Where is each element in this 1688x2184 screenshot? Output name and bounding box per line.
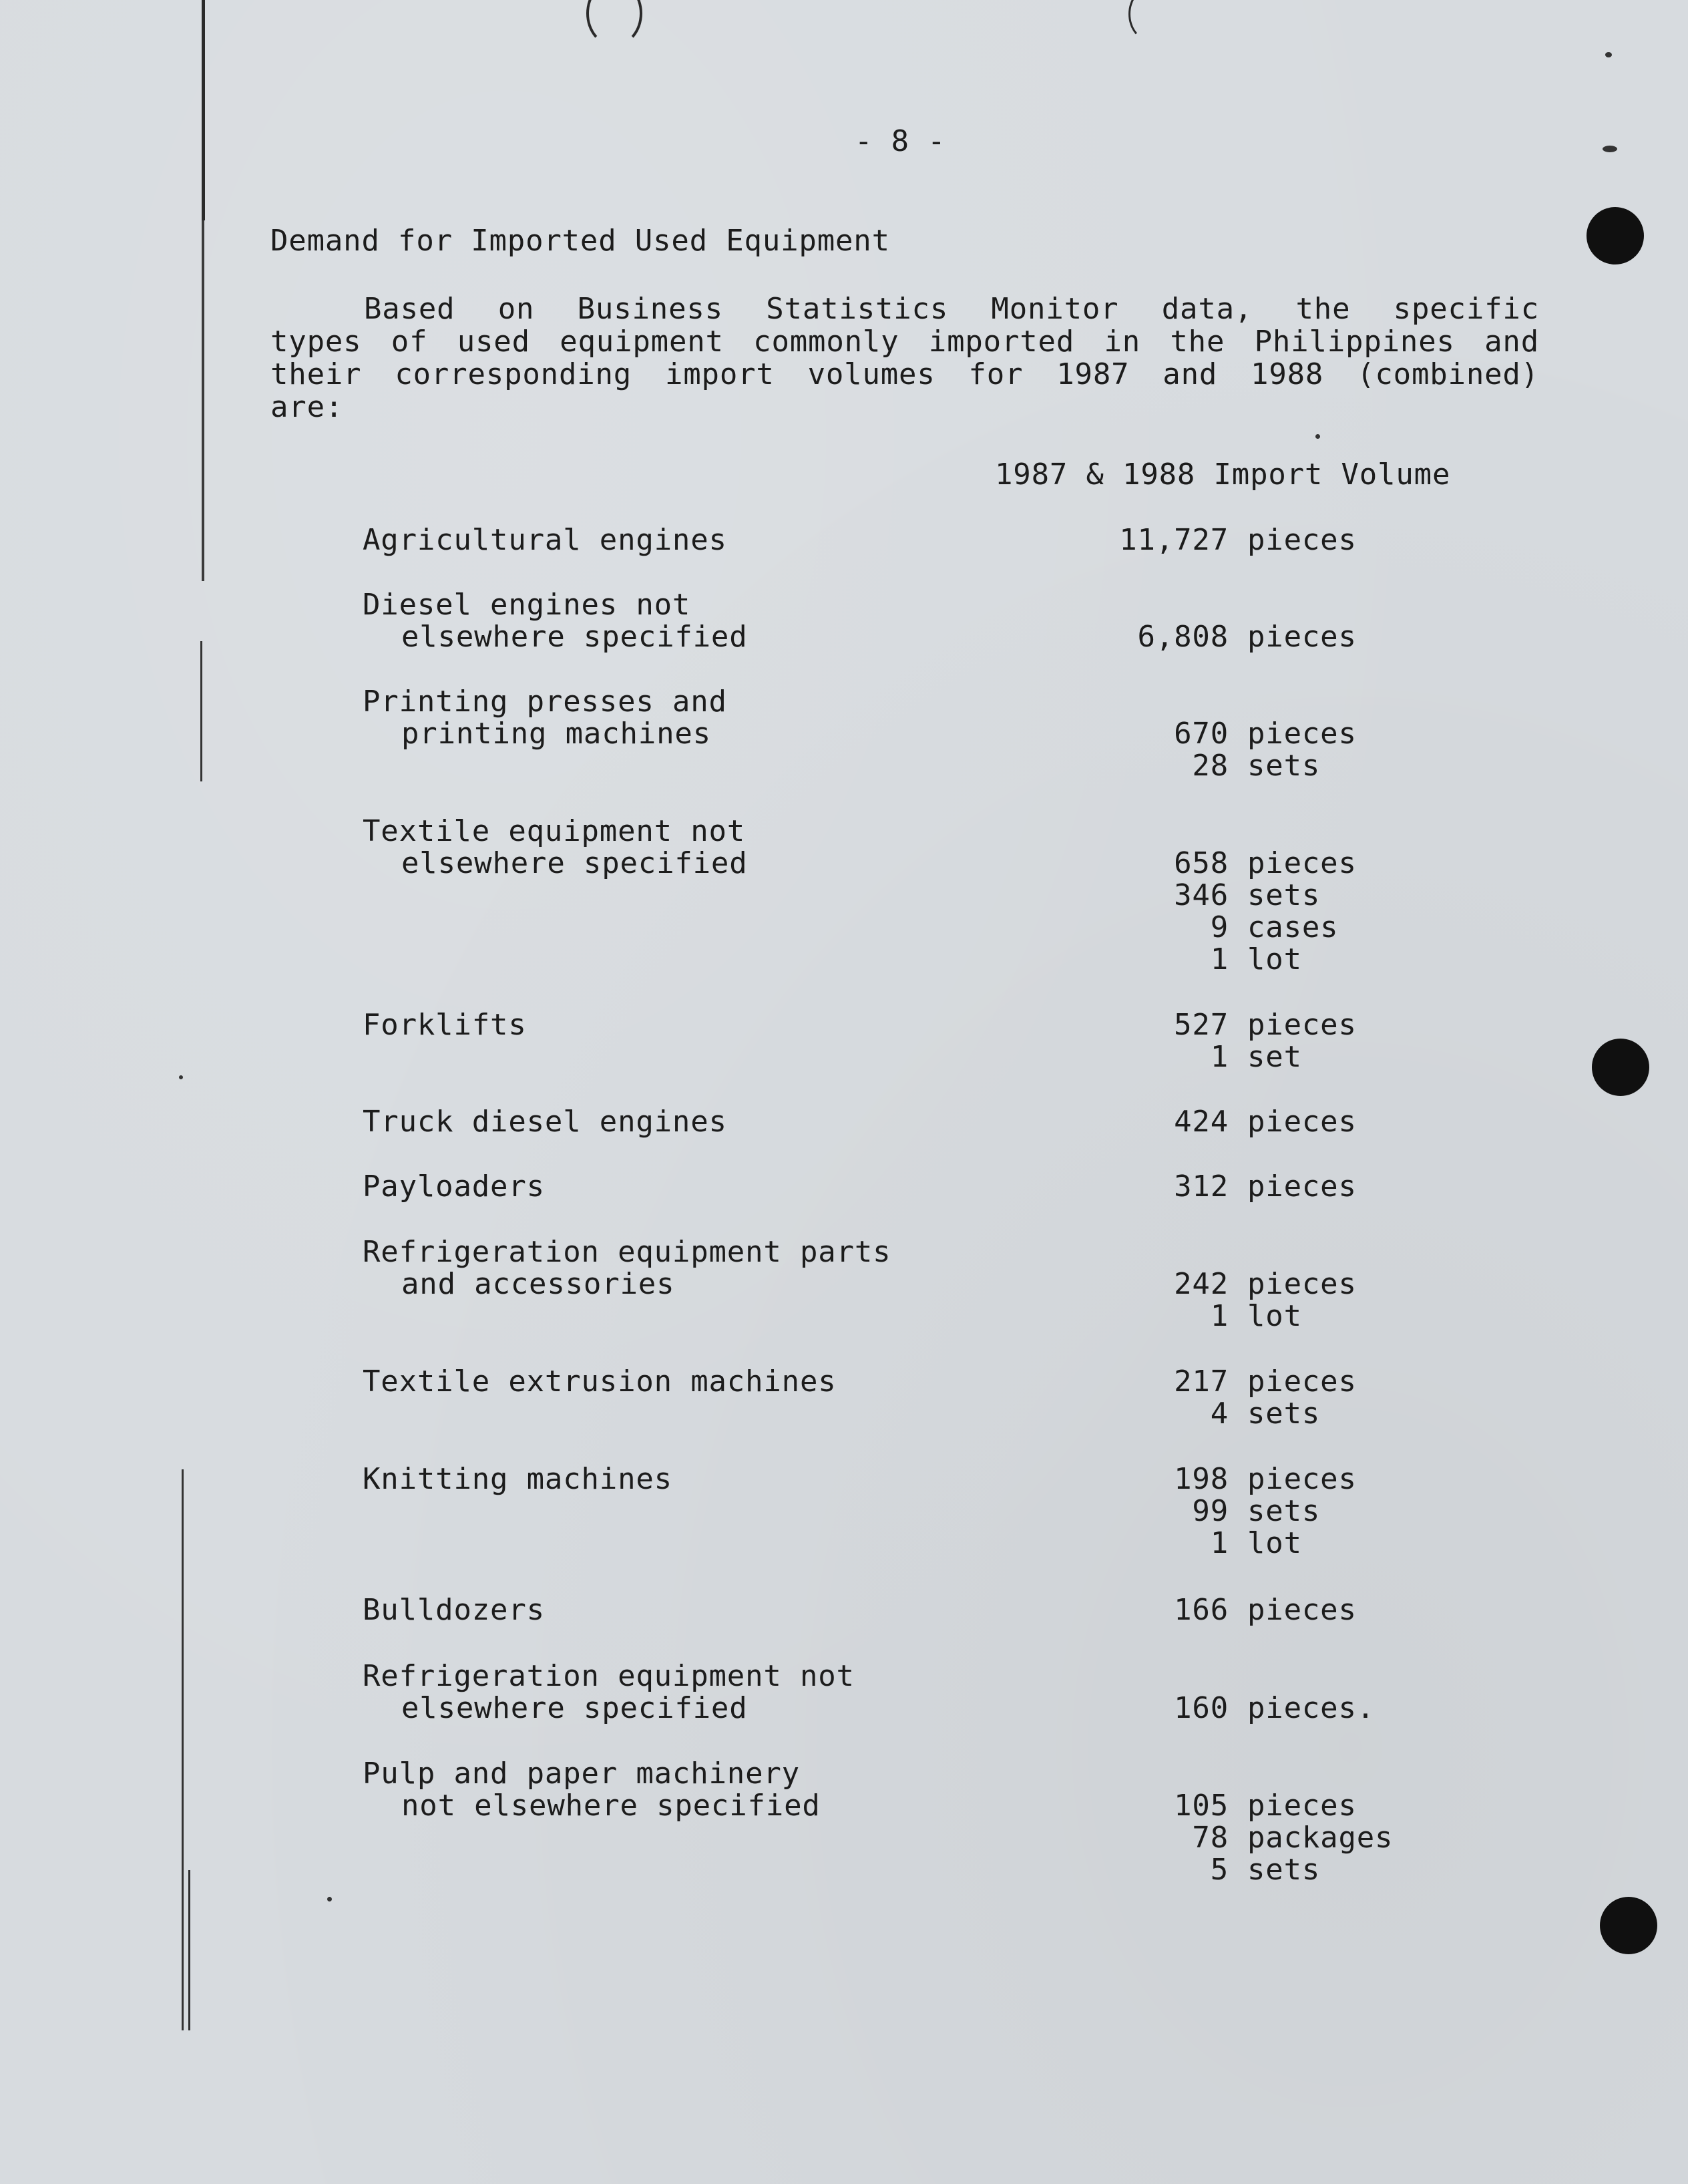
quantity-row — [1068, 880, 1442, 912]
equipment-name-line: elsewhere specified — [401, 1691, 748, 1725]
quantity-unit: pieces — [1247, 846, 1357, 880]
quantity-unit: sets — [1247, 1397, 1321, 1431]
equipment-name-line: Truck diesel engines — [363, 1105, 727, 1139]
margin-line — [202, 220, 204, 581]
equipment-name-line: Bulldozers — [363, 1593, 545, 1627]
equipment-name-line: Diesel engines not — [363, 588, 691, 622]
import-volume — [1068, 1171, 1442, 1203]
punch-hole — [1600, 1897, 1657, 1954]
quantity-number: 217 — [1174, 1364, 1229, 1399]
quantity-number: 1 — [1210, 1526, 1229, 1560]
quantity-row — [1068, 621, 1442, 653]
import-volume — [1068, 1790, 1442, 1886]
import-volume — [1068, 524, 1442, 556]
import-volume — [1068, 718, 1442, 782]
quantity-row — [1068, 1495, 1442, 1527]
quantity-unit: pieces — [1247, 1593, 1357, 1627]
equipment-name-line: elsewhere specified — [401, 846, 748, 880]
intro-line: their corresponding import volumes for 1987 and 1988 (combined) — [270, 357, 1539, 391]
quantity-number: 198 — [1174, 1462, 1229, 1496]
import-volume — [1068, 1463, 1442, 1560]
quantity-number: 312 — [1174, 1169, 1229, 1204]
equipment-name — [363, 1594, 545, 1626]
quantity-unit: pieces — [1247, 1169, 1357, 1204]
import-volume — [1068, 1106, 1442, 1138]
margin-line — [182, 1469, 184, 2030]
quantity-unit: sets — [1247, 749, 1321, 783]
quantity-number: 527 — [1174, 1008, 1229, 1042]
equipment-name-line: Knitting machines — [363, 1462, 672, 1496]
column-header: 1987 & 1988 Import Volume — [995, 458, 1451, 492]
scan-speck — [327, 1897, 332, 1901]
equipment-name — [363, 1171, 545, 1203]
quantity-number: 1 — [1210, 1299, 1229, 1333]
quantity-row — [1068, 1106, 1442, 1138]
quantity-row — [1068, 718, 1442, 750]
equipment-name — [363, 686, 727, 750]
import-volume — [1068, 848, 1442, 976]
quantity-row — [1068, 1398, 1442, 1430]
quantity-number: 1 — [1210, 1040, 1229, 1074]
quantity-row — [1068, 848, 1442, 880]
equipment-name — [363, 1106, 727, 1138]
import-volume — [1068, 621, 1442, 653]
quantity-number: 11,727 — [1119, 523, 1229, 557]
equipment-name — [363, 1758, 821, 1822]
equipment-name-line: Textile equipment not — [363, 814, 746, 848]
quantity-number: 424 — [1174, 1105, 1229, 1139]
quantity-row — [1068, 1268, 1442, 1300]
section-heading: Demand for Imported Used Equipment — [270, 224, 890, 258]
quantity-row — [1068, 1594, 1442, 1626]
scan-speck — [1605, 52, 1612, 57]
quantity-unit: pieces — [1247, 1008, 1357, 1042]
import-volume — [1068, 1366, 1442, 1430]
quantity-row — [1068, 1854, 1442, 1886]
quantity-row — [1068, 1463, 1442, 1495]
quantity-row — [1068, 750, 1442, 782]
quantity-number: 166 — [1174, 1593, 1229, 1627]
quantity-number: 28 — [1192, 749, 1229, 783]
quantity-number: 4 — [1210, 1397, 1229, 1431]
margin-line — [188, 1870, 190, 2030]
margin-line — [200, 641, 202, 781]
import-volume — [1068, 1009, 1442, 1073]
quantity-unit: pieces — [1247, 717, 1357, 751]
quantity-row — [1068, 944, 1442, 976]
quantity-unit: pieces — [1247, 1364, 1357, 1399]
quantity-unit: pieces — [1247, 1105, 1357, 1139]
equipment-name-line: Forklifts — [363, 1008, 527, 1042]
quantity-row — [1068, 1692, 1442, 1724]
equipment-name — [363, 1660, 855, 1724]
quantity-number: 78 — [1192, 1821, 1229, 1855]
quantity-row — [1068, 1041, 1442, 1073]
quantity-row — [1068, 1822, 1442, 1854]
quantity-unit: pieces — [1247, 523, 1357, 557]
margin-line — [202, 0, 205, 220]
quantity-row — [1068, 1300, 1442, 1332]
equipment-name-line: not elsewhere specified — [401, 1789, 821, 1823]
punch-hole — [1587, 207, 1644, 264]
quantity-unit: pieces — [1247, 620, 1357, 654]
equipment-name — [363, 1236, 891, 1300]
quantity-unit: sets — [1247, 878, 1321, 912]
quantity-number: 658 — [1174, 846, 1229, 880]
equipment-name — [363, 524, 727, 556]
equipment-name-line: printing machines — [401, 717, 711, 751]
equipment-name-line: Payloaders — [363, 1169, 545, 1204]
quantity-number: 1 — [1210, 942, 1229, 976]
equipment-name — [363, 589, 748, 653]
scan-speck — [1603, 146, 1617, 152]
quantity-row — [1068, 1009, 1442, 1041]
equipment-name — [363, 815, 748, 880]
page-number: - 8 - — [855, 124, 946, 158]
intro-line: are: — [270, 390, 344, 424]
intro-line: types of used equipment commonly imported in the Philippines and — [270, 325, 1539, 359]
quantity-row — [1068, 524, 1442, 556]
quantity-number: 346 — [1174, 878, 1229, 912]
equipment-name-line: Agricultural engines — [363, 523, 727, 557]
punch-hole — [1592, 1039, 1649, 1096]
quantity-unit: cases — [1247, 910, 1339, 944]
equipment-name-line: Refrigeration equipment not — [363, 1659, 855, 1693]
quantity-unit: packages — [1247, 1821, 1394, 1855]
import-volume — [1068, 1594, 1442, 1626]
quantity-number: 105 — [1174, 1789, 1229, 1823]
equipment-name — [363, 1009, 527, 1041]
binder-ring-mark — [586, 0, 642, 47]
quantity-unit: sets — [1247, 1853, 1321, 1887]
quantity-unit: pieces — [1247, 1789, 1357, 1823]
quantity-number: 5 — [1210, 1853, 1229, 1887]
quantity-unit: lot — [1247, 1526, 1302, 1560]
quantity-row — [1068, 1366, 1442, 1398]
import-volume — [1068, 1692, 1442, 1724]
quantity-unit: lot — [1247, 942, 1302, 976]
binder-ring-mark — [1128, 0, 1173, 41]
equipment-name — [363, 1366, 837, 1398]
equipment-name-line: elsewhere specified — [401, 620, 748, 654]
quantity-unit: lot — [1247, 1299, 1302, 1333]
equipment-name-line: and accessories — [401, 1267, 675, 1301]
equipment-name-line: Refrigeration equipment parts — [363, 1235, 891, 1269]
import-volume — [1068, 1268, 1442, 1332]
quantity-row — [1068, 1527, 1442, 1560]
quantity-unit: pieces — [1247, 1462, 1357, 1496]
quantity-unit: sets — [1247, 1494, 1321, 1528]
quantity-number: 6,808 — [1137, 620, 1229, 654]
scan-speck — [179, 1075, 183, 1079]
quantity-row — [1068, 1790, 1442, 1822]
equipment-name-line: Printing presses and — [363, 685, 727, 719]
quantity-unit: pieces. — [1247, 1691, 1376, 1725]
quantity-number: 9 — [1210, 910, 1229, 944]
scan-speck — [1315, 434, 1320, 439]
quantity-row — [1068, 1171, 1442, 1203]
quantity-number: 242 — [1174, 1267, 1229, 1301]
quantity-number: 670 — [1174, 717, 1229, 751]
intro-line: Based on Business Statistics Monitor data, the specific — [364, 292, 1539, 326]
intro-paragraph — [270, 293, 1539, 423]
quantity-row — [1068, 912, 1442, 944]
equipment-name — [363, 1463, 672, 1495]
quantity-unit: pieces — [1247, 1267, 1357, 1301]
equipment-name-line: Pulp and paper machinery — [363, 1757, 800, 1791]
quantity-number: 99 — [1192, 1494, 1229, 1528]
equipment-name-line: Textile extrusion machines — [363, 1364, 837, 1399]
quantity-unit: set — [1247, 1040, 1302, 1074]
quantity-number: 160 — [1174, 1691, 1229, 1725]
